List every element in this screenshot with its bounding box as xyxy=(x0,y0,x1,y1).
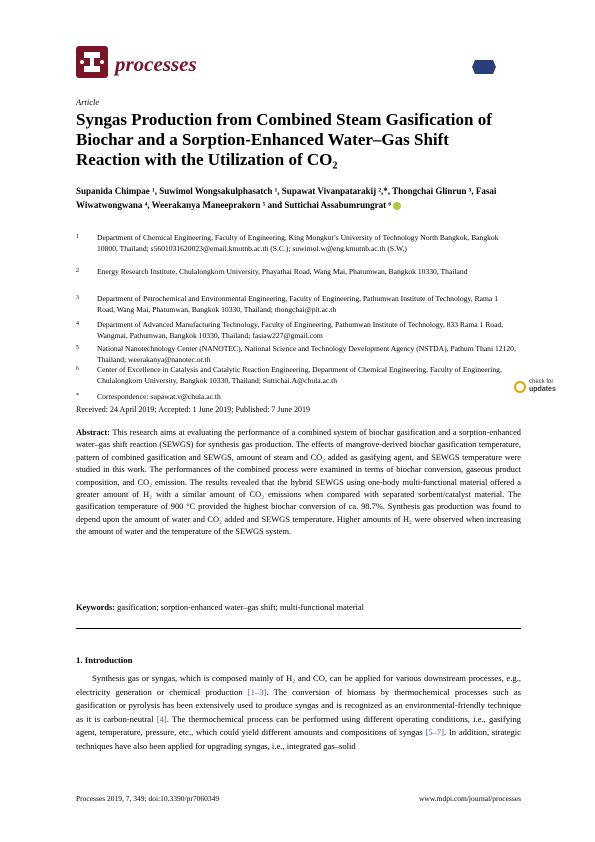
publication-dates: Received: 24 April 2019; Accepted: 1 June 2019; Published: 7 June 2019 xyxy=(76,405,310,414)
update-icon xyxy=(514,381,526,393)
keywords xyxy=(76,602,521,614)
author-names: Supanida Chimpae ¹, Suwimol Wongsakulphasatch ¹, Supawat Vivanpatarakij ²,*, Thongchai Glinrun ³, Fasai Wiwatwongwana ⁴, Weerakanya Maneeprakorn ⁵ and Suttichai Assabumrungrat ⁶ xyxy=(76,186,497,210)
footer-url[interactable]: www.mdpi.com/journal/processes xyxy=(419,794,521,803)
section-heading: 1. Introduction xyxy=(76,655,133,665)
orcid-icon[interactable] xyxy=(393,202,401,210)
abstract xyxy=(76,427,521,539)
processes-logo-icon xyxy=(76,46,108,78)
check-for-updates-badge[interactable] xyxy=(514,378,554,398)
mdpi-logo-icon xyxy=(471,58,497,76)
introduction-text: Synthesis gas or syngas, which is composed mainly of H₂ and CO, can be applied for various downstream processes, e.g., electricity generation or chemical production [1–3]. The conversion of biomass by thermochemical processes such as gasification or pyrolysis has been extensively used to produce syngas and is recognized as an environmental-friendly technique as it is carbon-neutral [4]. The thermochemical process can be performed using different operating conditions, i.e., gasifying agent, temperature, pressure, etc., which could yield different amounts and compositions of syngas [5–7]. In addition, strategic techniques have also been applied for upgrading syngas, i.e., integrated gas–solid xyxy=(76,673,521,751)
footer-citation: Processes 2019, 7, 349; doi:10.3390/pr7060349 xyxy=(76,794,220,803)
article-title: Syngas Production from Combined Steam Gasification of Biochar and a Sorption-Enhanced Water–Gas Shift Reaction with the Utilization of CO₂ xyxy=(76,110,492,169)
citation-link[interactable]: [5–7] xyxy=(425,727,445,738)
abstract-text: This research aims at evaluating the performance of a combined system of biochar gasification and a sorption-enhanced water–gas shift reaction (SEWGS) for synthesis gas production. The effects of mangrove-derived biochar gasification temperature, pattern of combined gasification and SEWGS, amount of steam and CO₂ added as gasifying agent, and SEWGS temperature were studied in this work. The performances of the combined process were examined in terms of biochar conversion, gaseous product composition, and CO₂ emission. The results revealed that the hybrid SEWGS using one-body multi-functional material offered a greater amount of H₂ with a similar amount of CO₂ emissions when compared with separated sorbent/catalyst material. The gasification temperature of 900 °C provided the highest biochar conversion of ca. 98.7%. Synthesis gas production was found to depend upon the amount of water and CO₂ added and SEWGS temperature. Higher amounts of H₂ were observed when increasing the amount of water and the temperature of the SEWGS system. xyxy=(76,428,521,537)
citation-link[interactable]: [1–3] xyxy=(247,686,267,697)
journal-name: processes xyxy=(115,52,197,76)
check-line1: check for xyxy=(529,379,554,385)
author-list xyxy=(76,184,516,212)
journal-logo xyxy=(76,46,108,78)
abstract-label: Abstract: xyxy=(76,428,110,437)
citation-link[interactable]: [4] xyxy=(156,713,167,724)
keywords-text: gasification; sorption-enhanced water–gas shift; multi-functional material xyxy=(117,603,364,612)
mdpi-logo xyxy=(471,58,497,76)
keywords-label: Keywords: xyxy=(76,603,116,612)
section-divider xyxy=(76,628,521,629)
check-line2: updates xyxy=(529,386,556,393)
article-type: Article xyxy=(76,97,100,107)
